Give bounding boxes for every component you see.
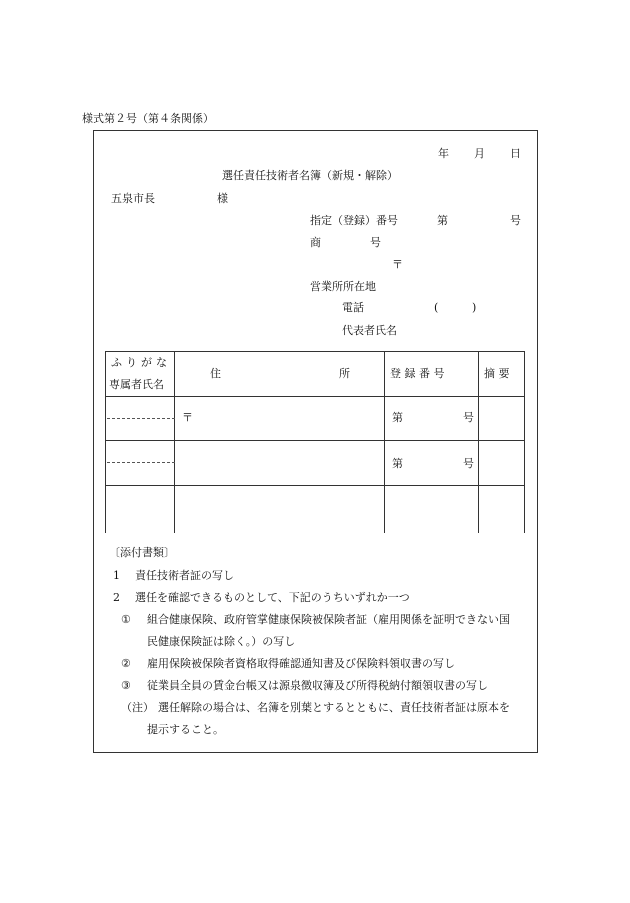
date-month: 月 (474, 147, 485, 160)
date-year: 年 (438, 147, 449, 160)
header-name: 専属者氏名 (109, 378, 164, 391)
sub-item-mark: ③ (121, 679, 131, 692)
row-postal-mark: 〒 (182, 411, 193, 424)
table-header-divider (105, 396, 525, 397)
sub-item-mark: ② (121, 657, 131, 670)
attachment-number: 2 (113, 591, 120, 604)
row-dai: 第 (392, 457, 403, 470)
note-text-continued: 提示すること。 (147, 723, 224, 736)
staff-table (105, 351, 525, 533)
registration-label: 指定（登録）番号 (310, 214, 398, 227)
row-go: 号 (463, 411, 474, 424)
header-address-2: 所 (339, 367, 350, 380)
phone-paren-open: ( (434, 301, 439, 314)
phone-label: 電話 (342, 301, 364, 314)
sub-item-text-continued: 民健康保険証は除く。）の写し (147, 635, 296, 648)
representative-label: 代表者氏名 (342, 324, 397, 337)
addressee-honorific: 様 (217, 192, 228, 205)
attachment-text: 責任技術者証の写し (135, 569, 234, 582)
attachments-heading: 〔添付書類〕 (109, 546, 175, 559)
row-dai: 第 (392, 411, 403, 424)
table-col-divider (384, 351, 385, 533)
header-remarks: 摘 要 (484, 367, 510, 380)
sub-item-text: 従業員全員の賃金台帳又は源泉徴収簿及び所得税納付額領収書の写し (147, 679, 488, 692)
form-label: 様式第２号（第４条関係） (82, 112, 214, 125)
registration-dai: 第 (437, 214, 448, 227)
furigana-separator (107, 418, 175, 419)
trade-name-label-1: 商 (310, 236, 321, 249)
phone-paren-close: ) (472, 301, 477, 314)
attachment-text: 選任を確認できるものとして、下記のうちいずれか一つ (135, 591, 410, 604)
note-mark: （注） (121, 701, 154, 714)
furigana-separator (107, 462, 175, 463)
table-border-right (524, 351, 525, 533)
date-day: 日 (510, 147, 521, 160)
addressee-name: 五泉市長 (111, 192, 155, 205)
postal-mark: 〒 (392, 258, 403, 271)
attachment-number: 1 (113, 569, 120, 582)
table-row-divider (105, 440, 525, 441)
office-address-label: 営業所所在地 (310, 280, 376, 293)
document-title: 選任責任技術者名簿（新規・解除） (222, 169, 398, 182)
table-col-divider (478, 351, 479, 533)
row-go: 号 (463, 457, 474, 470)
trade-name-label-2: 号 (370, 236, 381, 249)
table-col-divider (174, 351, 175, 533)
sub-item-mark: ① (121, 613, 131, 626)
table-border-left (105, 351, 106, 533)
table-border-top (105, 351, 525, 352)
sub-item-text: 組合健康保険、政府管掌健康保険被保険者証（雇用関係を証明できない国 (147, 613, 510, 626)
registration-go: 号 (510, 214, 521, 227)
header-address-1: 住 (210, 367, 221, 380)
header-furigana: ふりがな (111, 356, 171, 369)
note-text: 選任解除の場合は、名簿を別葉とするとともに、責任技術者証は原本を (158, 701, 510, 714)
sub-item-text: 雇用保険被保険者資格取得確認通知書及び保険料領収書の写し (147, 657, 455, 670)
table-row-divider (105, 485, 525, 486)
header-reg-number: 登 録 番 号 (390, 367, 445, 380)
